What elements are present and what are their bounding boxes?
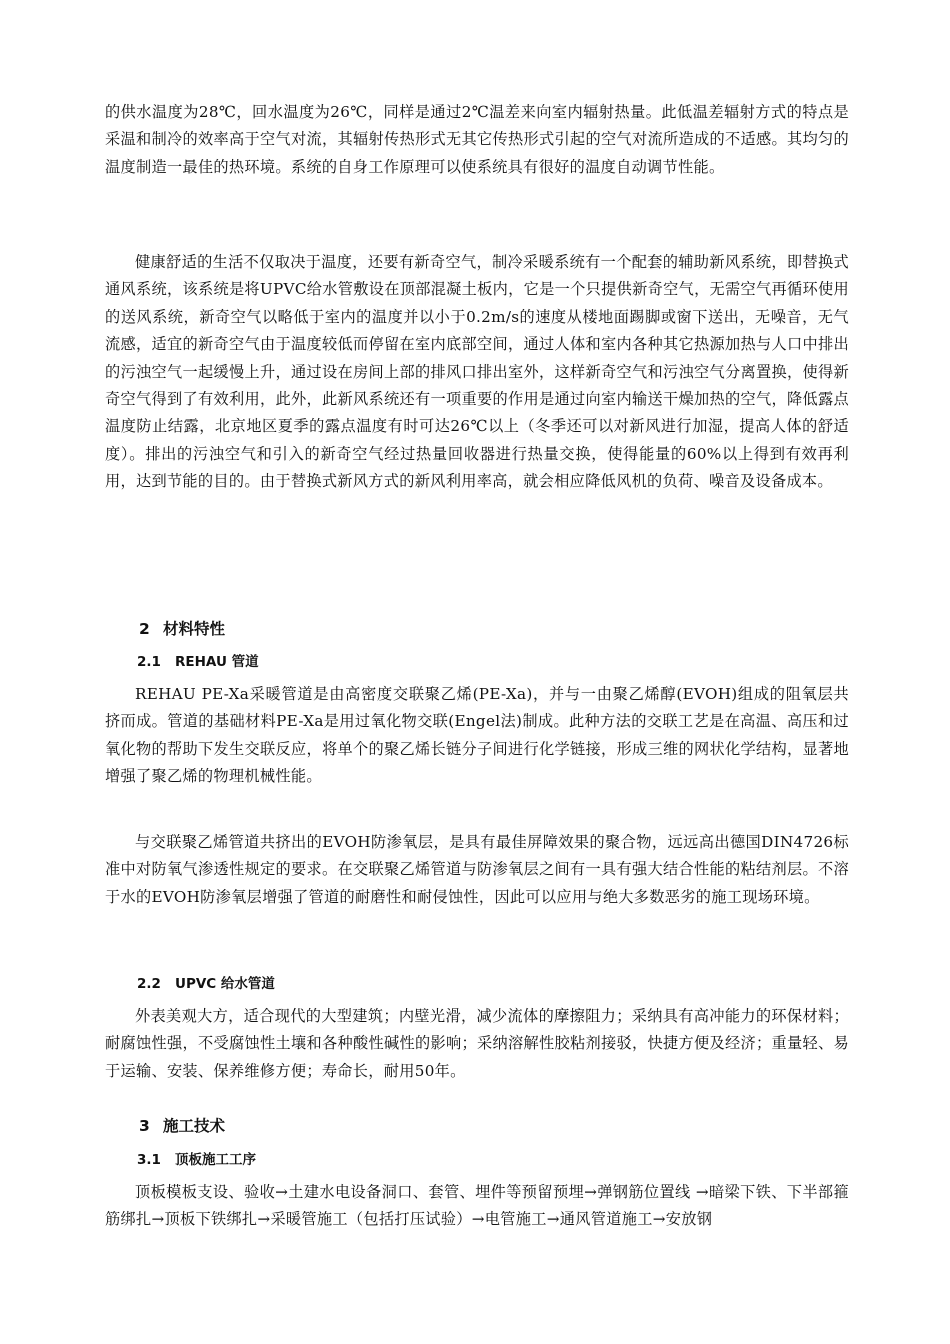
paragraph-evoh-layer: 与交联聚乙烯管道共挤出的EVOH防渗氧层，是具有最佳屏障效果的聚合物，远远高出德国DIN4726标准中对防氧气渗透性规定的要求。在交联聚乙烯管道与防渗氧层之间有一具有强大结合性能的粘结剂层。不溶于水的EVOH防渗氧层增强了管道的耐磨性和耐侵蚀性，因此可以应用与绝大多数恶劣的施工现场环境。 [105,833,849,906]
section-title: 施工技术 [163,1117,226,1135]
paragraph-radiant-heating: 的供水温度为28℃，回水温度为26℃，同样是通过2℃温差来向室内辐射热量。此低温差辐射方式的特点是采温和制冷的效率高于空气对流，其辐射传热形式无其它传热形式引起的空气对流所造成的不适感。其均匀的温度制造一最佳的热环境。系统的自身工作原理可以使系统具有很好的温度自动调节性能。 [105,103,849,176]
subsection-number: 2.1 [137,654,161,670]
subsection-heading-rehau-pipe [105,652,849,672]
section-number: 2 [139,620,150,638]
subsection-heading-upvc-pipe [105,974,849,994]
section-heading-material-properties [105,618,849,640]
subsection-title: 顶板施工工序 [175,1152,256,1168]
section-number: 3 [139,1117,150,1135]
paragraph-upvc-features: 外表美观大方，适合现代的大型建筑；内壁光滑，减少流体的摩擦阻力；采纳具有高冲能力的环保材料；耐腐蚀性强，不受腐蚀性土壤和各种酸性碱性的影响；采纳溶解性胶粘剂接驳，快捷方便及经济；重量轻、易于运输、安装、保养维修方便；寿命长，耐用50年。 [105,1007,849,1080]
subsection-number: 3.1 [137,1152,161,1168]
subsection-number: 2.2 [137,976,161,992]
paragraph-rehau-pexa: REHAU PE-Xa采暖管道是由高密度交联聚乙烯(PE-Xa)，并与一由聚乙烯醇(EVOH)组成的阻氧层共挤而成。管道的基础材料PE-Xa是用过氧化物交联(Engel法)制成。此种方法的交联工艺是在高温、高压和过氧化物的帮助下发生交联反应，将单个的聚乙烯长链分子间进行化学链接，形成三维的网状化学结构，显著地增强了聚乙烯的物理机械性能。 [105,685,849,786]
subsection-title: UPVC 给水管道 [175,976,275,992]
subsection-heading-roof-slab-process [105,1150,849,1170]
paragraph-roof-slab-steps: 顶板模板支设、验收→土建水电设备洞口、套管、埋件等预留预埋→弹钢筋位置线 →暗梁下铁、下半部箍筋绑扎→顶板下铁绑扎→采暖管施工（包括打压试验）→电管施工→通风管道施工→安放钢 [105,1183,849,1229]
section-title: 材料特性 [163,620,226,638]
subsection-title: REHAU 管道 [175,654,259,670]
section-heading-construction-technique [105,1115,849,1137]
paragraph-ventilation-system: 健康舒适的生活不仅取决于温度，还要有新奇空气，制冷采暖系统有一个配套的辅助新风系统，即替换式通风系统，该系统是将UPVC给水管敷设在顶部混凝土板内，它是一个只提供新奇空气，无需空气再循环使用的送风系统，新奇空气以略低于室内的温度并以小于0.2m/s的速度从楼地面踢脚或窗下送出，无噪音，无气流感，适宜的新奇空气由于温度较低而停留在室内底部空间，通过人体和室内各种其它热源加热与人口中排出的污浊空气一起缓慢上升，通过设在房间上部的排风口排出室外，这样新奇空气和污浊空气分离置换，使得新奇空气得到了有效利用，此外，此新风系统还有一项重要的作用是通过向室内输送干燥加热的空气，降低露点温度防止结露，北京地区夏季的露点温度有时可达26℃以上（冬季还可以对新风进行加湿，提高人体的舒适度）。排出的污浊空气和引入的新奇空气经过热量回收器进行热量交换，使得能量的60%以上得到有效再利用，达到节能的目的。由于替换式新风方式的新风利用率高，就会相应降低风机的负荷、噪音及设备成本。 [105,253,849,491]
